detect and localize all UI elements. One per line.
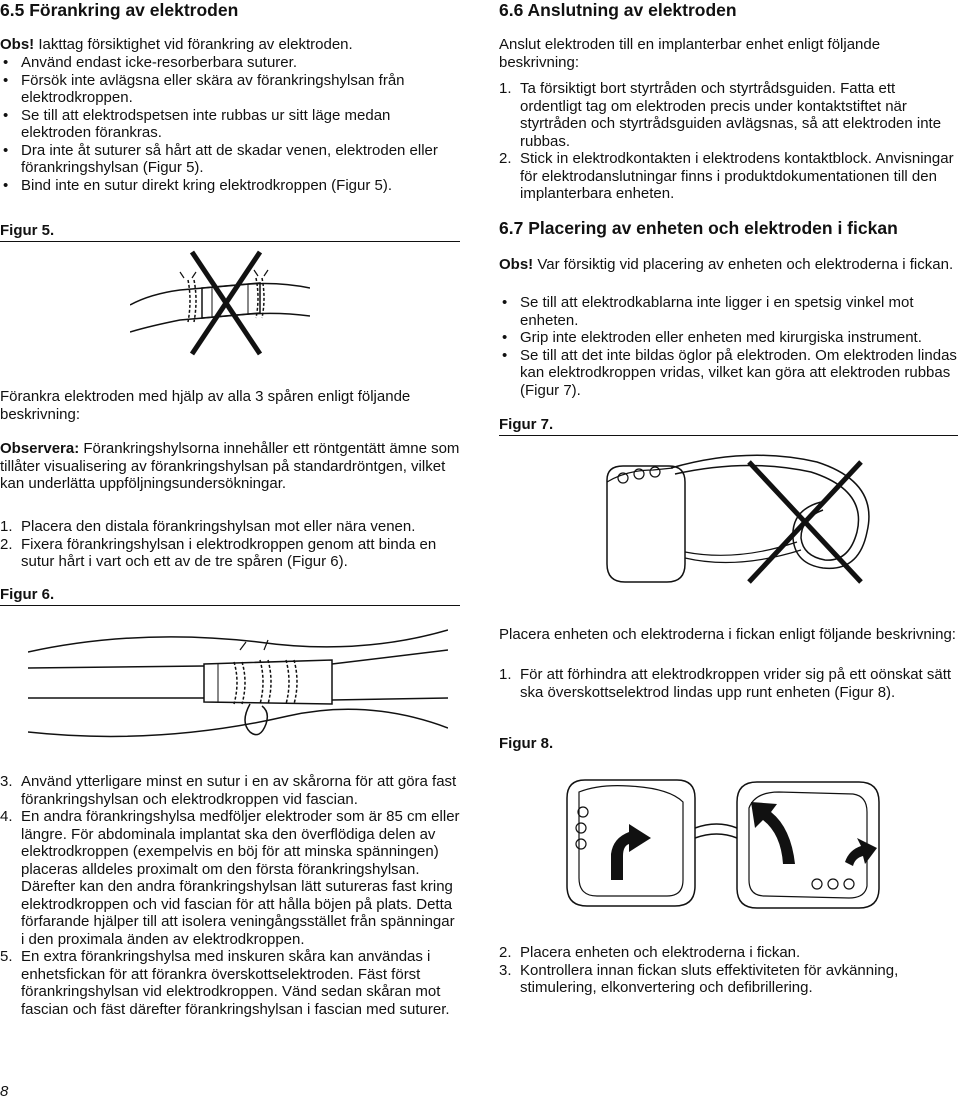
list-item: • Grip inte elektroden eller enheten med kirurgiska instrument. [499, 329, 960, 347]
observera-label: Observera: [0, 440, 80, 457]
list-item: 1. För att förhindra att elektrodkroppen vrider sig på ett oönskat sätt ska överskottselektrod lindas upp runt enheten (Figur 8). [499, 666, 952, 701]
section-6-7-title: 6.7 Placering av enheten och elektroden i fickan [499, 218, 898, 238]
list-item: 2. Stick in elektrodkontakten i elektrodens kontaktblock. Anvisningar för elektrodanslutningar finns i produktdokumentationen till den implanterbara enheten. [499, 150, 954, 202]
figure-6-label: Figur 6. [0, 586, 55, 603]
obs-text: Iakttag försiktighet vid förankring av elektroden. [34, 36, 353, 53]
figure-8-header [499, 735, 960, 754]
obs-label: Obs! [499, 256, 534, 273]
page-number: 8 [0, 1083, 9, 1100]
placement-intro: Placera enheten och elektroderna i fickan enligt följande beskrivning: [499, 626, 956, 643]
list-item: 5. En extra förankringshylsa med inskuren skåra kan användas i enhetsfickan för att förankra överskottselektroden. Fäst först förankringshylsan vid elektrodkroppen. Vänd sedan skåran mot fascian och fäst därefter förankringshylsan i fascian med suturer. [0, 948, 450, 1018]
obs-note [0, 36, 462, 54]
figure-5-illustration [130, 250, 310, 360]
anchor-intro: Förankra elektroden med hjälp av alla 3 spåren enligt följande beskrivning: [0, 388, 411, 423]
figure-5-label: Figur 5. [0, 222, 55, 239]
list-item: • Se till att elektrodspetsen inte rubbas ur sitt läge medan elektroden förankras. [0, 107, 462, 142]
figure-7-header [499, 416, 958, 436]
anchoring-precautions-list [0, 54, 462, 194]
list-item: 3. Kontrollera innan fickan sluts effektiviteten för avkänning, stimulering, elkonvertering och defibrillering. [499, 961, 899, 996]
list-item: 4. En andra förankringshylsa medföljer elektroder som är 85 cm eller längre. För abdominala implantat ska den överflödiga delen av elektrodkroppen (exempelvis en böj för att minska spänningen) placeras alldeles proximalt om den första förankringshylsan. Därefter kan den andra förankringshylsan lätt sutureras fast kring elektrodkroppen och vid fascian för att hålla böjen på plats. Detta förfarande hjälper till att isolera veningångsstället från spänningar i den proximala änden av elektrodkroppen. [0, 808, 460, 948]
section-6-5-title: 6.5 Förankring av elektroden [0, 0, 239, 20]
figure-5-header [0, 222, 460, 242]
anchoring-steps-3-5 [0, 773, 462, 1018]
list-item: 1. Placera den distala förankringshylsan mot eller nära venen. [0, 518, 416, 535]
list-item: • Använd endast icke-resorberbara suturer. [0, 54, 462, 72]
placement-step-1 [499, 666, 960, 701]
list-item: • Se till att det inte bildas öglor på elektroden. Om elektroden lindas kan elektrodkroppen vridas, vilket kan göra att elektroden rubbas (Figur 7). [499, 347, 960, 400]
figure-8-illustration [559, 768, 899, 918]
figure-7-label: Figur 7. [499, 416, 554, 433]
obs-note-pocket [499, 256, 960, 274]
observera-note [0, 440, 462, 493]
anchoring-steps-1-2 [0, 518, 462, 571]
list-item: • Försök inte avlägsna eller skära av förankringshylsan från elektrodkroppen. [0, 72, 462, 107]
placement-steps-2-3 [499, 944, 960, 997]
list-item: 1. Ta försiktigt bort styrtråden och styrtrådsguiden. Fatta ett ordentligt tag om elektroden precis under kontaktstiftet när styrtråden och styrtrådsguiden avlägsnas, så att elektroden inte rubbas. [499, 80, 942, 150]
figure-6-illustration [28, 620, 448, 750]
list-item: • Bind inte en sutur direkt kring elektrodkroppen (Figur 5). [0, 177, 462, 195]
obs-text: Var försiktig vid placering av enheten och elektroderna i fickan. [533, 256, 954, 273]
figure-7-illustration [597, 452, 887, 592]
list-item: • Dra inte åt suturer så hårt att de skadar venen, elektroden eller förankringshylsan (Figur 5). [0, 142, 462, 177]
connection-steps [499, 80, 960, 203]
obs-label: Obs! [0, 36, 35, 53]
section-6-6-title: 6.6 Anslutning av elektroden [499, 0, 737, 20]
pocket-precautions-list [499, 294, 960, 399]
figure-8-label: Figur 8. [499, 735, 554, 752]
list-item: 3. Använd ytterligare minst en sutur i en av skårorna för att göra fast förankringshylsan och elektrodkroppen vid fascian. [0, 773, 457, 808]
list-item: • Se till att elektrodkablarna inte ligger i en spetsig vinkel mot enheten. [499, 294, 960, 329]
observera-text: Förankringshylsorna innehåller ett röntgentätt ämne som tillåter visualisering av förankringshylsan på standardröntgen, vilket kan underlätta uppföljningsundersökningar. [0, 440, 460, 492]
list-item: 2. Placera enheten och elektroderna i fickan. [499, 944, 801, 961]
connection-intro: Anslut elektroden till en implanterbar enhet enligt följande beskrivning: [499, 36, 881, 71]
figure-6-header [0, 586, 460, 606]
list-item: 2. Fixera förankringshylsan i elektrodkroppen genom att binda en sutur hårt i vart och ett av de tre spåren (Figur 6). [0, 535, 437, 570]
